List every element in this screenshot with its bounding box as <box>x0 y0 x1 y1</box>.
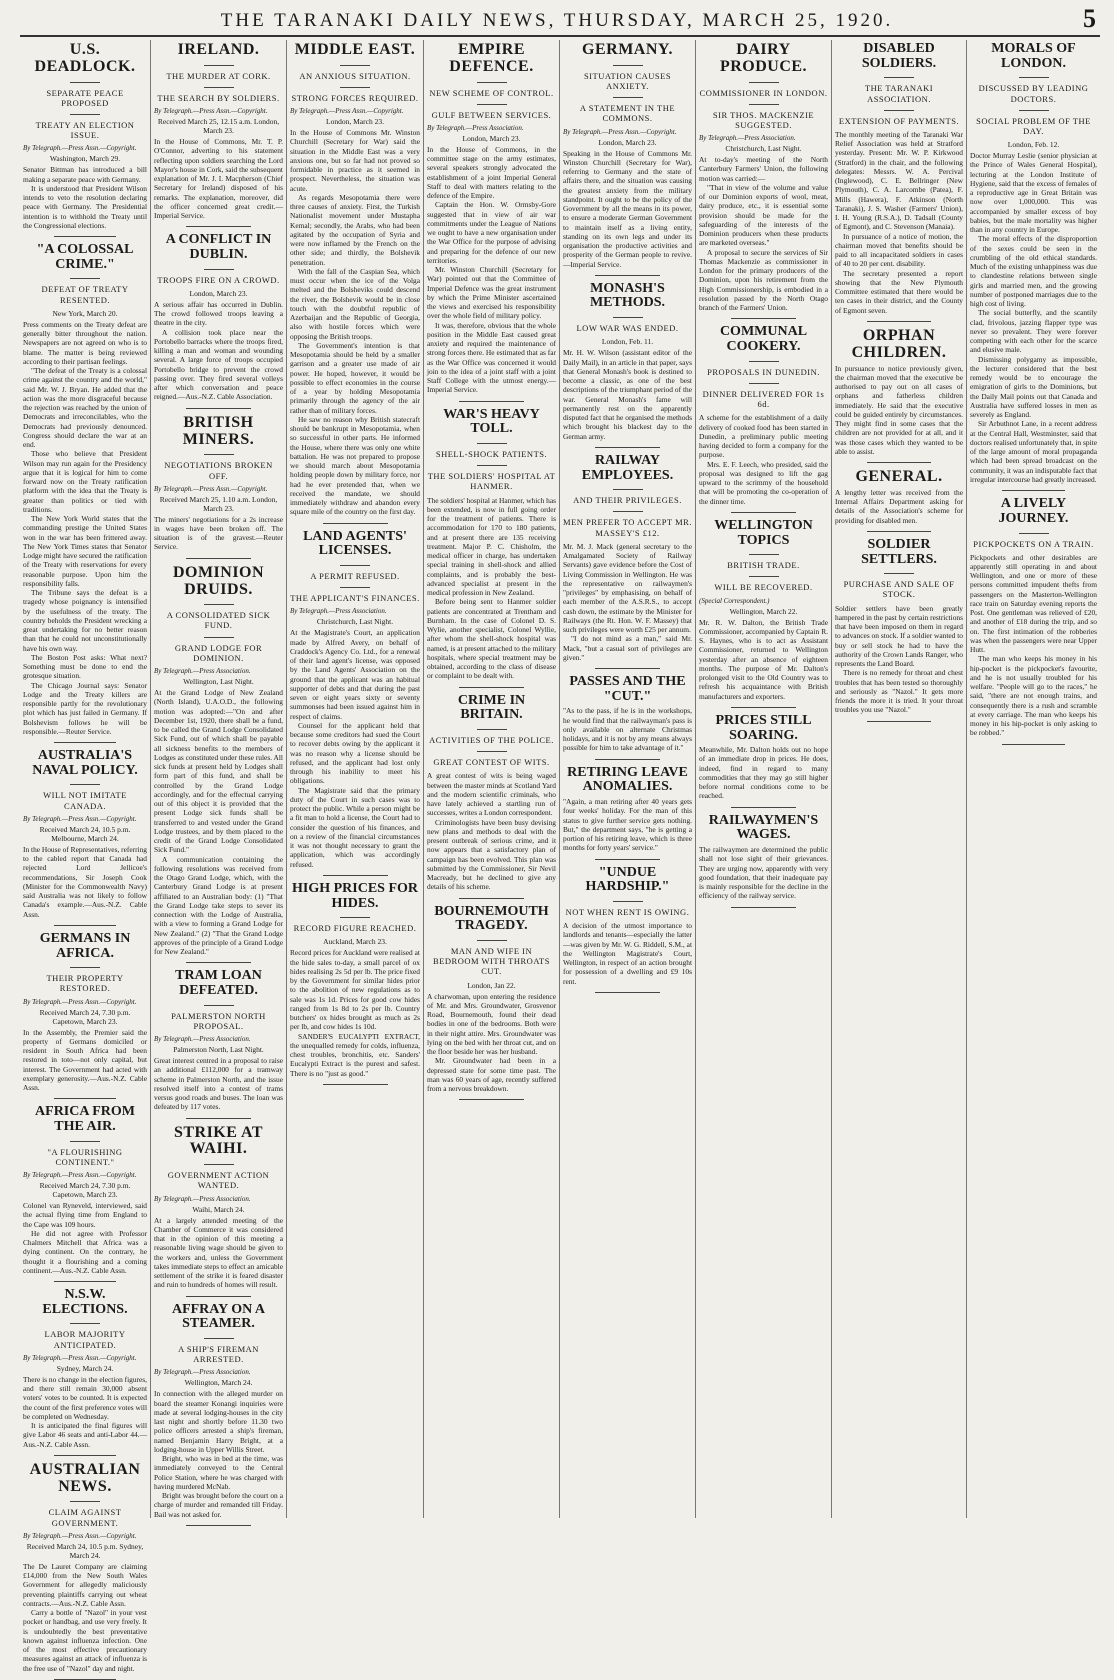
article-paragraph: Captain the Hon. W. Ormsby-Gore suggested that in view of air war commitments under the League of Nations we ought to have a new organisation under the War Office for the purpose of advising and preparing for the defence of our new territories. <box>427 200 556 265</box>
article <box>835 42 963 322</box>
article-paragraph: A communication containing the following resolutions was received from the Otago Grand Lodge, which, with the Canterbury Grand Lodge is at present affiliated to an Australian body: (1) "That the Grand Lodge take steps to sever its connection with the Lodge of Australia, with a view to forming a Grand Lodge for New Zealand." (2) "That the Grand Lodge approves of the principle of a Grand Lodge for New Zealand." <box>154 854 283 957</box>
article-headline: N.S.W. ELECTIONS. <box>42 1287 128 1317</box>
article-paragraph: Speaking in the House of Commons Mr. Winston Churchill (Secretary for War), referring to Germany and the state of affairs there, and the situation was causing the greatest anxiety from the military standpoint. It ought to be the policy of the Government by all the means in its power, to ensure a moderate German Government to maintain itself as a living entity, standing on its own legs and under its organisation the productive activities and prosperity of the German people to revive.—Imperial Service. <box>563 148 692 269</box>
article-headline: BRITISH MINERS. <box>182 413 255 448</box>
article-subheading: GRAND LODGE FOR DOMINION. <box>154 637 283 663</box>
article-subheading: THE MURDER AT CORK. <box>154 65 283 81</box>
article-divider <box>867 321 931 322</box>
column-2 <box>150 40 286 1518</box>
article-subheading: DISCUSSED BY LEADING DOCTORS. <box>970 77 1097 103</box>
article-place-date: New York, March 20. <box>52 308 118 318</box>
article-divider <box>323 875 388 876</box>
article <box>23 749 147 926</box>
article-dateline: By Telegraph.—Press Association. <box>154 667 251 676</box>
article-paragraph: The moral effects of the disproportion of the sexes could be seen in the crumbling of the old ethical standards. Much of the existing unhappiness was due to clandestine relations between single girls and married men, and the growing number of postponed marriages due to the high cost of living. <box>970 234 1097 309</box>
article <box>699 714 828 808</box>
article-dateline: By Telegraph.—Press Assn.—Copyright. <box>23 1531 137 1540</box>
article-headline: RAILWAYMEN'S WAGES. <box>708 812 819 843</box>
article-subheading: THE SOLDIERS' HOSPITAL AT HANMER. <box>427 465 556 491</box>
article-subheading: SITUATION CAUSES ANXIETY. <box>563 65 692 91</box>
article-place-date: Received March 24, 7.30 p.m. Capetown, March 23. <box>39 1007 131 1026</box>
article-dateline: (Special Correspondent.) <box>699 596 770 605</box>
article-headline: MORALS OF LONDON. <box>991 41 1076 71</box>
article-place-date: Received March 24, 7.30 p.m. Capetown, March 23. <box>39 1181 131 1200</box>
article <box>835 328 963 463</box>
article-paragraph: The secretary presented a report showing that the New Plymouth Committee estimated that there would be ten cases in their district, and the County of Egmont seven. <box>835 268 963 315</box>
article <box>970 497 1097 745</box>
article-paragraph: Dismissing polygamy as impossible, the lecturer considered that the best remedy would be to encourage the emigration of girls to the Dominions, but the Daily Mail points out that Canada and Australia have suffered losses in men as severely as England. <box>970 354 1097 420</box>
masthead-title: THE TARANAKI DAILY NEWS, THURSDAY, MARCH 25, 1920. <box>220 10 894 31</box>
article-dateline: By Telegraph.—Press Assn.—Copyright. <box>563 127 677 136</box>
article-paragraph: In the House of Commons Mr. Winston Churchill (Secretary for War) said the situation in the Middle East was a very anxious one, but so far had not proved so formidable in practice as it seemed in prospect. Nevertheless, the situation was acute. <box>290 128 420 193</box>
article-subheading: SOCIAL PROBLEM OF THE DAY. <box>970 110 1097 136</box>
article-paragraph: A scheme for the establishment of a daily delivery of cooked food has been started in Dunedin, a preliminary public meeting having decided to form a company for the purpose. <box>699 413 828 460</box>
article <box>563 866 692 993</box>
article-divider <box>595 275 660 276</box>
article <box>427 408 556 688</box>
article-paragraph: There is no remedy for throat and chest troubles that has been tested so thoroughly and seriously as "Nazol." It gets more friends the more it is tried. It your throat troubles you use "Nazol." <box>835 668 963 715</box>
article-divider <box>54 1455 116 1456</box>
article-headline: RETIRING LEAVE ANOMALIES. <box>567 764 688 795</box>
article-paragraph: A lengthy letter was received from the Internal Affairs Department asking for details of the Association's scheme for providing for disabled men. <box>835 487 963 525</box>
article <box>154 42 283 227</box>
article-subheading: BRITISH TRADE. <box>699 554 828 570</box>
article <box>23 1462 147 1680</box>
article-headline: DOMINION DRUIDS. <box>172 563 265 598</box>
article-headline: AUSTRALIA'S NAVAL POLICY. <box>32 748 138 778</box>
article-dateline: By Telegraph.—Press Association. <box>427 123 524 132</box>
article-paragraph: A serious affair has occurred in Dublin. The crowd followed troops leaving a theatre in the city. <box>154 299 283 328</box>
article-subheading: LOW WAR WAS ENDED. <box>563 317 692 333</box>
article <box>23 1105 147 1282</box>
article-subheading: WILL BE RECOVERED. <box>699 576 828 592</box>
article <box>427 42 556 402</box>
article-subheading: GOVERNMENT ACTION WANTED. <box>154 1164 283 1190</box>
article <box>699 325 828 512</box>
article-subheading: ACTIVITIES OF THE POLICE. <box>427 729 556 745</box>
article <box>563 675 692 760</box>
article-paragraph: The Chicago Journal says: Senator Lodge and the Treaty killers are responsible partly for the revolutionary plot which has just failed in Germany. If Bolshevism follows he will be responsible.—Reuter Service. <box>23 680 147 736</box>
article-paragraph: At to-day's meeting of the North Canterbury Farmers' Union, the following motion was carried:— <box>699 155 828 183</box>
column-7 <box>831 40 966 1518</box>
article-dateline: By Telegraph.—Press Association. <box>699 134 796 143</box>
article-paragraph: The soldiers' hospital at Hanmer, which has been extended, is now in full going order for the treatment of patients. There is accommodation for 170 to 180 patients, and at present there are 135 receiving treatment. Major P. C. Chisholm, the medical officer in charge, has undertaken special training in shell-shock and allied complaints, and is probably the best-advanced specialist at present in the medical profession in New Zealand. <box>427 495 556 598</box>
article-paragraph: "As to the pass, if he is in the workshops, he would find that the railwayman's pass is only available on alternate Christmas holidays, and it is not by any means always possible for him to take advantage of it." <box>563 706 692 753</box>
article-paragraph: Mrs. E. F. Leech, who presided, said the proposal was designed to lift the gag upward to the scrimmy of the household that will be promoting the co-operation of the dinner time. <box>699 459 828 506</box>
article-place-date: Auckland, March 23. <box>323 937 387 947</box>
article-paragraph: The Boston Post asks: What next? Something must be done to end the grotesque situation. <box>23 652 147 681</box>
article-place-date: Received March 24, 10.5 p.m. Sydney, March 24. <box>26 1541 144 1560</box>
article-subheading: DINNER DELIVERED FOR 1s 6d. <box>699 383 828 409</box>
article-paragraph: A charwoman, upon entering the residence of Mr. and Mrs. Groundwater, Grosvenor Road, Bournemouth, found their dead bodies in one of the bedrooms. Both were in their night attire. Mrs. Groundwater was lying on the bed with her throat cut, and on the floor beside her was her husband. <box>427 991 556 1057</box>
article-paragraph: Great interest centred in a proposal to raise an additional £112,000 for a tramway scheme in Palmerston North, and the issue resolved itself into a contest of trams versus good roads and buses. The loan was defeated by 117 votes. <box>154 1056 283 1112</box>
article-paragraph: As regards Mesopotamia there were three causes of anxiety. First, the Turkish Nationalist movement under Mustapha Kemal; secondly, the Arabs, who had been agitated by the occupation of Syria and were now inflamed by the French on the other side; and thirdly, the Bolshevik penetration. <box>290 192 420 267</box>
article-divider <box>595 759 660 760</box>
article-divider <box>459 401 524 402</box>
article-paragraph: A proposal to secure the services of Sir Thomas Mackenzie as commissioner in London for the primary producers of the Dominion, upon his retirement from the High Commissionership, is embodied in a resolution passed by the North Otago branch of the Farmers' Union. <box>699 247 828 313</box>
article-place-date: Received March 25, 12.15 a.m. London, March 23. <box>157 117 280 136</box>
article-divider <box>186 1525 251 1526</box>
article-paragraph: "I do not mind as a man," said Mr. Mack, "but a casual sort of privileges are given." <box>563 634 692 662</box>
article-subheading: SIR THOS. MACKENZIE SUGGESTED. <box>699 104 828 130</box>
article-paragraph: SANDER'S EUCALYPTI EXTRACT, the unequalled remedy for colds, influenza, chest troubles, bronchitis, etc. Sanders' Eucalypti Extract is the purest and safest. There is no "just as good." <box>290 1031 420 1078</box>
article-paragraph: Bright was brought before the court on a charge of murder and remanded till Friday. Bail was not asked for. <box>154 1491 283 1519</box>
article-place-date: Wellington, Last Night. <box>183 677 254 687</box>
article-paragraph: Mr. Winston Churchill (Secretary for War) pointed out that the Committee of Imperial Defence was the great instrument by which the Prime Minister ascertained the views and exercised his responsibility over the whole field of military policy. <box>427 265 556 321</box>
article <box>154 565 283 964</box>
article-paragraph: At the Grand Lodge of New Zealand (North Island), U.A.O.D., the following motion was adopted:—"On and after December 1st, 1920, there shall be a fund, to be called the Grand Lodge Consolidated Sick Fund, out of which shall be payable all sickness benefits to the members of Lodges as constituted under these rules. All sick funds at present held by Lodges shall form part of this fund, and shall be controlled by the Grand Lodge accordingly, and for the effectual carrying out of this object it is provided that the present Lodge sick funds shall be transferred to and vested under the Grand Lodge trustees, and by them placed to the credit of the Grand Lodge Consolidated Sick Fund." <box>154 688 283 855</box>
article-divider <box>186 558 251 559</box>
column-4 <box>423 40 559 1518</box>
column-6 <box>695 40 831 1518</box>
article-subheading: AN ANXIOUS SITUATION. <box>290 65 420 81</box>
article-divider <box>867 462 931 463</box>
article-divider <box>54 925 116 926</box>
article-headline: AUSTRALIAN NEWS. <box>29 1460 141 1495</box>
column-3 <box>286 40 423 1518</box>
article-paragraph: "Again, a man retiring after 40 years gets four weeks' holiday. For the man of this status to give further service gets nothing. But," the department says, "he is getting a portion of his retiring leave, which is three months for forty years' service." <box>563 797 692 853</box>
article-paragraph: Record prices for Auckland were realised at the hide sales to-day, a small parcel of ox hides realising 2s 5d per lb. The price fixed by the Government for similar hides prior to the abolition of new regulations as to sale was 1s 1d. Prices for good cow hides ranged from 1s 8d to 2s per lb. Country butchers' ox hides brought as much as 2s per lb, and cow hides 1s 10d. <box>290 948 420 1032</box>
article-subheading: DEFEAT OF TREATY RESENTED. <box>23 278 147 304</box>
article-dateline: By Telegraph.—Press Association. <box>154 1035 251 1044</box>
article <box>154 969 283 1118</box>
article-subheading: GULF BETWEEN SERVICES. <box>427 104 556 120</box>
article-subheading: THE SEARCH BY SOLDIERS. <box>154 87 283 103</box>
article <box>835 538 963 722</box>
article-subheading: MAN AND WIFE IN BEDROOM WITH THROATS CUT. <box>427 940 556 977</box>
article-headline: LAND AGENTS' LICENSES. <box>303 528 407 559</box>
article-subheading: PURCHASE AND SALE OF STOCK. <box>835 573 963 599</box>
article-paragraph: In the House of Representatives, referring to the cabled report that Canada had rejected Lord Jellicoe's recommendations, Sir Joseph Cook (Minister for the Commonwealth Navy) said Australia was not likely to follow Canada's example.—Aus.-N.Z. Cable Assn. <box>23 844 147 919</box>
article-divider <box>731 707 796 708</box>
article-subheading: THE TARANAKI ASSOCIATION. <box>835 77 963 103</box>
article-subheading: TREATY AN ELECTION ISSUE. <box>23 114 147 140</box>
article-dateline: By Telegraph.—Press Association. <box>154 1194 251 1203</box>
article-place-date: Wellington, March 22. <box>729 606 798 616</box>
article-divider <box>323 523 388 524</box>
article-headline: DISABLED SOLDIERS. <box>861 41 937 71</box>
article-divider <box>731 318 796 319</box>
article-divider <box>323 1084 388 1085</box>
article-subheading: TROOPS FIRE ON A CROWD. <box>154 269 283 285</box>
article-headline: MIDDLE EAST. <box>294 41 416 58</box>
article-paragraph: Sir Arbuthnot Lane, in a recent address at the Central Hall, Westminster, said that doctors realised unfortunately that, in spite of the large amount of moral propaganda which had been spread broadcast on the community, it was an indisputable fact that irregular intercourse had greatly increased. <box>970 419 1097 484</box>
article-subheading: PROPOSALS IN DUNEDIN. <box>699 361 828 377</box>
article-subheading: SEPARATE PEACE PROPOSED <box>23 82 147 108</box>
article-divider <box>54 1098 116 1099</box>
article-headline: TRAM LOAN DEFEATED. <box>175 968 262 998</box>
article-divider <box>186 226 251 227</box>
article-paragraph: The miners' negotiations for a 2s increase in wages have been broken off. The situation is of the gravest.—Reuter Service. <box>154 514 283 552</box>
article-divider <box>867 721 931 722</box>
article-divider <box>595 668 660 669</box>
article-paragraph: Doctor Murray Leslie (senior physician at the Prince of Wales General Hospital), lecturing at the London Institute of Hygiene, said that the excess of females of a reproductive age in Great Britain was now over 1,000,000. This was accompanied by smaller excess of boy babies, but the male mortality was higher than in any country in Europe. <box>970 151 1097 235</box>
column-5 <box>559 40 695 1518</box>
article-paragraph: Senator Bittman has introduced a bill making a separate peace with Germany. <box>23 165 147 184</box>
article-paragraph: The railwaymen are determined the public shall not lose sight of their grievances. They are urging now, apparently with very good foundation, that their inadequate pay is mainly responsible for the decline in the efficiency of the railway service. <box>699 845 828 901</box>
article <box>154 1125 283 1297</box>
article <box>835 469 963 532</box>
page-number: 5 <box>1083 4 1096 33</box>
article-divider <box>595 992 660 993</box>
article-paragraph: The New York World states that the commanding prestige the United States won in the war has been frittered away. The New York Times states that Senator Lodge might have secured the ratification of the Treaty with reservations for every reasonable purpose. Upon him the responsibility falls. <box>23 514 147 588</box>
article-headline: MONASH'S METHODS. <box>589 280 666 311</box>
article-paragraph: Carry a bottle of "Nazol" in your vest pocket or handbag, and use very freely. It is undoubtedly the best preventative known against influenza infection. One of the most effective precautionary measures against an attack of influenza is the free use of "Nazol" day and night. <box>23 1608 147 1673</box>
article-place-date: Christchurch, Last Night. <box>316 617 394 627</box>
article-subheading: AND THEIR PRIVILEGES. <box>563 489 692 505</box>
article-subheading: A PERMIT REFUSED. <box>290 565 420 581</box>
article-paragraph: It is anticipated the final figures will give Labor 46 seats and anti-Labor 44.—Aus.-N.Z. Cable Assn. <box>23 1421 147 1449</box>
article-place-date: Christchurch, Last Night. <box>725 144 802 154</box>
article-divider <box>459 1099 524 1100</box>
article-paragraph: Bright, who was in bed at the time, was immediately conveyed to the Central Police Station, where he was charged with having murdered McNab. <box>154 1454 283 1491</box>
article-subheading: A SHIP'S FIREMAN ARRESTED. <box>154 1338 283 1364</box>
article-place-date: Wellington, March 24. <box>184 1378 253 1388</box>
article-dateline: By Telegraph.—Press Assn.—Copyright. <box>290 107 404 116</box>
article-paragraph: Pickpockets and other desirables are apparently still operating in and about Wellington, and one or more of these persons committed impudent thefts from passengers on the Masterton-Wellington race train on Saturday evening reports the Post. One gentleman was relieved of £20, and another of £18 during the trip, and so on. The first intimation of the robberies was when the passengers were near Upper Hutt. <box>970 552 1097 655</box>
article-paragraph: Mr. Groundwater had been in a depressed state for some time past. The man was 60 years of age, recently suffered from a nervous breakdown. <box>427 1056 556 1094</box>
article-dateline: By Telegraph.—Press Assn.—Copyright. <box>23 814 137 823</box>
article <box>23 1288 147 1456</box>
article-paragraph: At the Magistrate's Court, an application made by Alfred Avery, on behalf of Craddock's Agency Co. Ltd., for a renewal of their land agent's license, was opposed by the Land Agents' Association on the ground that the applicant was an habitual supporter of debts and that during the past seven or eight years sixty or seventy summonses had been issued against him in respect of claims. <box>290 628 420 721</box>
article-subheading: NEW SCHEME OF CONTROL. <box>427 82 556 98</box>
article-headline: BOURNEMOUTH TRAGEDY. <box>434 903 549 934</box>
article-dateline: By Telegraph.—Press Assn.—Copyright. <box>23 1353 137 1362</box>
article-paragraph: He saw no reason why British statecraft should be bankrupt in Mesopotamia, when so successful in other parts. He informed the House, where there was only one white battalion. He was not prepared to propose we should march about Mesopotamia holding people down by military force, nor had he ever pretended that, when we received the mandate, we should immediately withdraw and abandon every square mile of the country on the first day. <box>290 414 420 517</box>
article-paragraph: Counsel for the applicant held that because some creditors had sued the Court to recover debts owing by the applicant it was no reason why a license should be refused, and the applicant had lost only through his inability to meet his obligations. <box>290 720 420 786</box>
article-subheading: WILL NOT IMITATE CANADA. <box>23 784 147 810</box>
article-subheading: PICKPOCKETS ON A TRAIN. <box>970 533 1097 549</box>
article-headline: EMPIRE DEFENCE. <box>449 41 534 75</box>
article-headline: AFRICA FROM THE AIR. <box>35 1104 135 1135</box>
article-subheading: RECORD FIGURE REACHED. <box>290 917 420 933</box>
article-headline: U.S. DEADLOCK. <box>34 41 136 75</box>
article-place-date: London, March 23. <box>326 117 384 127</box>
article-place-date: London, Feb. 11. <box>601 337 654 347</box>
article <box>699 42 828 319</box>
article-divider <box>186 408 251 409</box>
article-place-date: London, Jan 22. <box>467 980 516 990</box>
article <box>699 814 828 908</box>
article-place-date: London, Feb. 12. <box>1007 140 1060 150</box>
article-paragraph: In the House of Commons, Mr. T. P. O'Connor, adverting to his statement reflecting upon soldiers searching the Lord Mayor's house in Cork, said the subsequent explanation of Mr. J. I. Macpherson (Chief Secretary for Ireland) disposed of his remarks. The explanation, moreover, did the officer concerned great credit.—Imperial Service. <box>154 137 283 221</box>
article-paragraph: Those who believe that President Wilson may run again for the Presidency argue that it is logical for him to come forward now on the Treaty ratification platform with the idea that the Treaty is greater than politics or tied with traditions. <box>23 449 147 514</box>
article-place-date: London, March 23. <box>598 137 657 147</box>
article-paragraph: Soldier settlers have been greatly hampered in the past by certain restrictions that have been imposed on them in regard to advances on stock. If a soldier wanted to buy or sell stock he had to have the authority of the Crown Lands Ranger, who represents the Land Board. <box>835 603 963 669</box>
column-8 <box>966 40 1100 1518</box>
article-subheading: STRONG FORCES REQUIRED. <box>290 87 420 103</box>
article-paragraph: Mr. R. W. Dalton, the British Trade Commissioner, accompanied by Captain R. S. Haynes, who is to act as Assistant Commissioner, returned to Wellington yesterday after an absence of eighteen months. The purpose of Mr. Dalton's prolonged visit to the Old Country was to refresh his acquaintance with British manufacturers and exporters. <box>699 617 828 701</box>
article-subheading: LABOR MAJORITY ANTICIPATED. <box>23 1323 147 1349</box>
article <box>23 932 147 1100</box>
article-subheading: NEGOTIATIONS BROKEN OFF. <box>154 454 283 480</box>
article <box>563 282 692 448</box>
article-paragraph: The man who keeps his money in his hip-pocket is the pickpocket's favourite, and he is not usually troubled for his welfare. "People will go to the races," he said, "there are not enough trains, and consequently there is a rush and scramble at every carriage. The man who keeps his money in his hip-pocket is only asking to be robbed." <box>970 654 1097 738</box>
article-place-date: Washington, March 29. <box>49 154 121 164</box>
article <box>23 42 147 237</box>
article-paragraph: Colonel van Ryneveld, interviewed, said the actual flying time from England to the Cape was 109 hours. <box>23 1201 147 1229</box>
article-subheading: NOT WHEN RENT IS OWING. <box>563 901 692 917</box>
article-headline: A LIVELY JOURNEY. <box>998 496 1069 526</box>
article-headline: WELLINGTON TOPICS <box>714 517 813 548</box>
article-subheading: A CONSOLIDATED SICK FUND. <box>154 604 283 630</box>
article-headline: STRIKE AT WAIHI. <box>173 1123 264 1158</box>
article-paragraph: The Government's intention is that Mesopotamia should be held by a smaller garrison and a greater use made of air power. He hoped, however, it would be possible to effect economies in the course of a year by holding Mesopotamia primarily through the agency of the air rather than of military forces. <box>290 340 420 415</box>
article <box>154 415 283 559</box>
article-headline: ORPHAN CHILDREN. <box>851 326 947 361</box>
article <box>970 42 1097 491</box>
article-place-date: London, March 23. <box>189 288 248 298</box>
article <box>699 519 828 708</box>
masthead-rule <box>20 35 1100 37</box>
article-headline: IRELAND. <box>177 41 260 58</box>
article-subheading: SHELL-SHOCK PATIENTS. <box>427 443 556 459</box>
article-dateline: By Telegraph.—Press Assn.—Copyright. <box>154 107 268 116</box>
article-paragraph: In the House of Commons, in the committee stage on the army estimates, several speakers strongly advocated the establishment of a joint Imperial General Staff to deal with matters relating to the defence of the Empire. <box>427 144 556 201</box>
article-paragraph: In pursuance of a notice of motion, the chairman moved that benefits should be paid to all incapacitated soldiers in cases of 40 to 20 per cent. disability. <box>835 231 963 269</box>
article-paragraph: Mr. M. J. Mack (general secretary to the Amalgamated Society of Railway Servants) gave evidence before the Cost of Living Commission in Wellington. He was the representative on railwaymen's "privileges" by emphasising, on behalf of each member of the A.S.R.S., to accept cash down, the estimate by the Minister for Railways (the Rt. Hon. W. F. Massey) that such privileges were worth £25 per annum. <box>563 541 692 635</box>
article-paragraph: It is understood that President Wilson intends to veto the resolution declaring peace with Germany. The Presidential intention is to withhold the Treaty until the Congressional elections. <box>23 183 147 230</box>
article-paragraph: Criminologists have been busy devising new plans and methods to deal with the present outbreak of serious crime, and it now appears that a satisfactory plan of campaign has been evolved. This plan was submitted by the Commissioner, Sir Nevil Macready, but he declined to give any details of his scheme. <box>427 817 556 892</box>
article-headline: GENERAL. <box>855 468 943 486</box>
article-headline: "A COLOSSAL CRIME." <box>36 242 134 272</box>
article <box>23 243 147 743</box>
article-paragraph: In connection with the alleged murder on board the steamer Konangi inquiries were made at several lodging-houses in the city last night and shortly before 11.30 two police officers arrested a ship's fireman, named Benjamin Harry Bright, at a lodging-house in Upper Willis Street. <box>154 1389 283 1454</box>
article-paragraph: The Tribune says the defeat is a tragedy whose poignancy is intensified by the usefulness of the treaty. The country beholds the President wrecking a great undertaking for no better reason than that he could not unconstitutionally have his own way. <box>23 588 147 653</box>
article-headline: RAILWAY EMPLOYEES. <box>581 452 674 483</box>
article-divider <box>186 1118 251 1119</box>
article-dateline: By Telegraph.—Press Assn.—Copyright. <box>154 484 268 493</box>
article-paragraph: The Magistrate said that the primary duty of the Court in such cases was to protect the public. While a person might be a fit man to hold a license, the Court had to consider the question of his finances, and on a review of the financial circumstances it was not thought necessary to grant the application, which was accordingly refused. <box>290 785 420 869</box>
article-paragraph: "That in view of the volume and value of our Dominion exports of wool, meat, dairy produce, etc., it is essential some provision should be made for the safeguarding of the interests of the Dominion producers when these products are marketed overseas." <box>699 182 828 248</box>
article-subheading: THEIR PROPERTY RESTORED. <box>23 967 147 993</box>
article <box>290 530 420 876</box>
article-place-date: London, March 23. <box>462 133 521 143</box>
article-dateline: By Telegraph.—Press Assn.—Copyright. <box>23 144 137 153</box>
article-divider <box>867 531 931 532</box>
article <box>290 882 420 1085</box>
article-headline: A CONFLICT IN DUBLIN. <box>165 232 272 263</box>
article-paragraph: At a largely attended meeting of the Chamber of Commerce it was considered that in the opinion of this meeting a reasonable living wage should be given to the workers and, unless the Government takes immediate steps to effect an amicable settlement of the strike it is feared disaster and ruin to hundreds of homes will result. <box>154 1215 283 1290</box>
article-subheading: EXTENSION OF PAYMENTS. <box>835 110 963 126</box>
article-paragraph: Mr. H. W. Wilson (assistant editor of the Daily Mail), in an article in that paper, says that General Monash's book is destined to become a classic, as one of the best descriptions of the triumphant period of the war. General Monash's fame will permanently rest on the apparently disputed fact that he organised the methods which brought his blackest day to the German army. <box>563 348 692 441</box>
article-paragraph: Before being sent to Hanmer soldier patients are concentrated at Trentham and Burnham. In the case of Colonel D. S. Wylie, another specialist, Colonel Wyllie, after whom the shell-shock hospital was named, is at present attached to the military hospitals, where special treatment may be obtained, according to the class of disease or complaint to be dealt with. <box>427 597 556 681</box>
article-headline: COMMUNAL COOKERY. <box>719 324 808 355</box>
article-subheading: GREAT CONTEST OF WITS. <box>427 751 556 767</box>
article <box>290 42 420 524</box>
article-paragraph: With the fall of the Caspian Sea, which must occur when the ice of the Volga melted and the Bolsheviks could descend the river, the Bolshevik would be in close touch with the doubtful republic of Azerbaijan and the Republic of Georgia, also with hostile forces which were opposing the British troops. <box>290 266 420 341</box>
article-headline: AFFRAY ON A STEAMER. <box>171 1301 266 1332</box>
article-subheading: COMMISSIONER IN LONDON. <box>699 82 828 98</box>
article <box>563 454 692 669</box>
article-dateline: By Telegraph.—Press Association. <box>154 1368 251 1377</box>
article <box>154 233 283 408</box>
article-paragraph: Meanwhile, Mr. Dalton holds out no hope of an immediate drop in prices. He does, indeed, find in regard to many commodities that they may go still higher before normal conditions come to be reached. <box>699 745 828 801</box>
article-paragraph: A collision took place near the Portobello barracks where the troops fired, killing a man and woman and wounding several. A large force of troops occupied Portobello bridge to prevent the crowd passing over. They fired several volleys after which conversation and peace reigned.—Aus.-N.Z. Cable Association. <box>154 327 283 402</box>
article-divider <box>54 1281 116 1282</box>
masthead <box>0 4 1114 34</box>
article-headline: GERMANS IN AFRICA. <box>39 930 131 961</box>
article-divider <box>731 907 796 908</box>
article-paragraph: The social butterfly, and the scantily clad, frivolous, jazzing flapper type was never so prevalent. They were forever competing with each other for the scarce and elusive male. <box>970 308 1097 355</box>
article-paragraph: The De Lauret Company are claiming £14,000 from the New South Wales Government for allegedly maliciously preventing plaintiffs carrying out wheat contracts.—Aus.-N.Z. Cable Assn. <box>23 1561 147 1608</box>
article <box>154 1303 283 1526</box>
article-divider <box>595 859 660 860</box>
article-dateline: By Telegraph.—Press Association. <box>290 607 387 616</box>
article <box>427 905 556 1101</box>
article-subheading: MEN PREFER TO ACCEPT MR. MASSEY'S £12. <box>563 511 692 537</box>
article-paragraph: In the Assembly, the Premier said the property of Germans domiciled or resident in South Africa had been restored in toto—not only capital, but interest. The Government had acted with exemplary generosity.—Aus.-N.Z. Cable Assn. <box>23 1027 147 1093</box>
article-paragraph: Press comments on the Treaty defeat are generally bitter throughout the nation. Newspapers are not agreed on who is to blame. The matter is being reviewed according to their partisan feelings. <box>23 319 147 366</box>
article-place-date: Palmerston North, Last Night. <box>173 1045 264 1055</box>
column-1 <box>20 40 150 1673</box>
article-place-date: Sydney, March 24. <box>56 1363 114 1373</box>
article-headline: HIGH PRICES FOR HIDES. <box>291 880 418 911</box>
article-divider <box>1002 490 1066 491</box>
article-paragraph: The monthly meeting of the Taranaki War Relief Association was held at Stratford yesterday. Present: Mr. W. P. Kirkwood (Stratford) in the chair, and the following delegates: Messrs. W. A. Percival (Inglewood), C. E. Bellringer (New Plymouth), C. A. Larcombe (Patea), F. Mills (Hawera), F. Atkinson (North Taranaki), J. S. Washer (Farmers' Union), I. H. Young (R.S.A.), D. Tadsall (County of Egmont), and C. Stevenson (Manaia). <box>835 129 963 232</box>
article-place-date: Received March 24, 10.5 p.m. Melbourne, March 24. <box>39 824 131 843</box>
article-headline: "UNDUE HARDSHIP." <box>585 864 670 895</box>
article-subheading: THE APPLICANT'S FINANCES. <box>290 587 420 603</box>
article-paragraph: He did not agree with Professor Chalmers Mitchell that Africa was a dying continent. On the contrary, he thought it a flourishing and a coming continent.—Aus.-N.Z. Cable Assn. <box>23 1228 147 1275</box>
article-headline: CRIME IN BRITAIN. <box>457 692 526 723</box>
article-subheading: PALMERSTON NORTH PROPOSAL. <box>154 1005 283 1031</box>
article-headline: SOLDIER SETTLERS. <box>861 536 937 567</box>
article <box>427 694 556 899</box>
article-headline: PRICES STILL SOARING. <box>715 712 812 743</box>
article-place-date: Waihi, March 24. <box>192 1204 245 1214</box>
article-divider <box>54 236 116 237</box>
article-paragraph: In pursuance to notice previously given, the chairman moved that the executive be authorised to pay out on all cases of orphans and fatherless children immediately. He said that the executive could be guided entirely by circumstances. They might find in some cases that the children are not provided for at all, and it was those cases which they wanted to be able to assist. <box>835 363 963 456</box>
article-divider <box>1002 744 1066 745</box>
article-headline: PASSES AND THE "CUT." <box>569 674 686 704</box>
article-dateline: By Telegraph.—Press Assn.—Copyright. <box>23 997 137 1006</box>
article-headline: WAR'S HEAVY TOLL. <box>443 406 540 437</box>
article-place-date: Received March 25, 1.10 a.m. London, March 23. <box>159 494 278 513</box>
article-divider <box>459 898 524 899</box>
article <box>563 42 692 276</box>
article-paragraph: It was, therefore, obvious that the whole position in the Middle East caused great anxiety and required the maintenance of strong forces there. He estimated that as far as the War Office was concerned it would join to the idea of a joint staff with a joint Staff College with the utmost energy.—Imperial Service. <box>427 320 556 395</box>
article-dateline: By Telegraph.—Press Assn.—Copyright. <box>23 1171 137 1180</box>
article-paragraph: There is no change in the election figures, and there still remain 30,000 absent voters' votes to be counted. It is expected the count of the first preference votes will be completed on Wednesday. <box>23 1374 147 1421</box>
article-paragraph: A great contest of wits is being waged between the master minds at Scotland Yard and the modern scientific criminals, who have lately achieved a startling run of successes, writes a London correspondent. <box>427 771 556 818</box>
article-subheading: CLAIM AGAINST GOVERNMENT. <box>23 1501 147 1527</box>
article-divider <box>186 1296 251 1297</box>
article-subheading: A STATEMENT IN THE COMMONS. <box>563 97 692 123</box>
article-divider <box>731 807 796 808</box>
article-divider <box>186 962 251 963</box>
article-divider <box>595 447 660 448</box>
article-divider <box>54 742 116 743</box>
article-divider <box>731 512 796 513</box>
article-headline: DAIRY PRODUCE. <box>719 41 808 75</box>
article-divider <box>459 687 524 688</box>
article-paragraph: A decision of the utmost importance to landlords and tenants—especially the latter—was given by Mr. W. G. Riddell, S.M., at the Wellington Magistrate's Court, Wellington, in respect of an action brought for possession of a dwelling and £9 10s rent. <box>563 921 692 986</box>
article-paragraph: "The defeat of the Treaty is a colossal crime against the country and the world," said Mr. W. J. Bryan. He added that the action was the more disgraceful because the rejection was reached by the union of Democrats and irreconcilables, who the Democrats had previously denounced. Congress should declare the war at an end. <box>23 366 147 450</box>
article-headline: GERMANY. <box>582 41 673 58</box>
article <box>563 766 692 860</box>
article-subheading: "A FLOURISHING CONTINENT." <box>23 1141 147 1167</box>
